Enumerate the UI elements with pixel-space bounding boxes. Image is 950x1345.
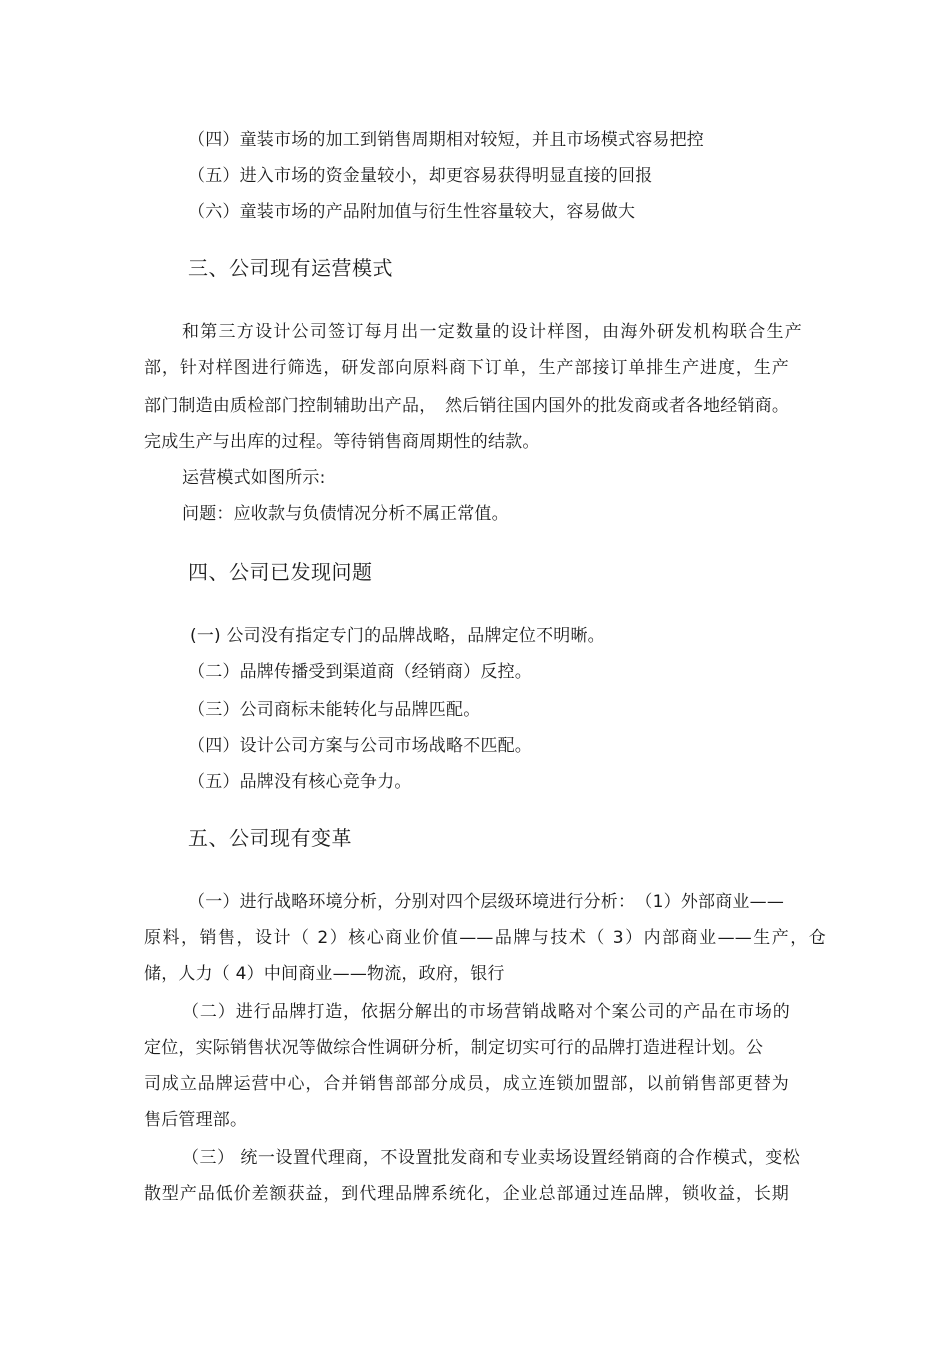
section-heading-3: 三、公司现有运营模式 [188, 256, 393, 280]
list-item-4-3: （三）公司商标未能转化与品牌匹配。 [188, 700, 481, 720]
operation-mode-note: 运营模式如图所示: [182, 468, 326, 488]
list-item-4-4: （四）设计公司方案与公司市场战略不匹配。 [188, 736, 532, 756]
paragraph-line: 司成立品牌运营中心，合并销售部部分成员，成立连锁加盟部，以前销售部更替为 [144, 1074, 789, 1094]
problem-note: 问题：应收款与负债情况分析不属正常值。 [182, 504, 509, 524]
paragraph-line: 原料，销售，设计（ 2）核心商业价值——品牌与技术（ 3）内部商业——生产，仓 [144, 928, 826, 948]
list-item-4-5: （五）品牌没有核心竞争力。 [188, 772, 412, 792]
paragraph-line: 售后管理部。 [144, 1110, 248, 1130]
section-heading-5: 五、公司现有变革 [188, 826, 352, 850]
paragraph-line: 定位，实际销售状况等做综合性调研分析，制定切实可行的品牌打造进程计划。公 [144, 1038, 764, 1058]
list-item-2-5: （五）进入市场的资金量较小，却更容易获得明显直接的回报 [188, 166, 653, 186]
paragraph-line: （一）进行战略环境分析，分别对四个层级环境进行分析： （1）外部商业—— [188, 892, 785, 912]
paragraph-line: 和第三方设计公司签订每月出一定数量的设计样图，由海外研发机构联合生产 [182, 322, 802, 342]
list-item-2-6: （六）童装市场的产品附加值与衍生性容量较大，容易做大 [188, 202, 636, 222]
paragraph-line: （二）进行品牌打造，依据分解出的市场营销战略对个案公司的产品在市场的 [182, 1002, 790, 1022]
paragraph-line: 完成生产与出库的过程。等待销售商周期性的结款。 [144, 432, 540, 452]
list-item-4-1: (一) 公司没有指定专门的品牌战略，品牌定位不明晰。 [190, 626, 605, 646]
paragraph-line: （三） 统一设置代理商，不设置批发商和专业卖场设置经销商的合作模式，变松 [182, 1148, 800, 1168]
paragraph-line: 部，针对样图进行筛选，研发部向原料商下订单，生产部接订单排生产进度，生产 [144, 358, 789, 378]
paragraph-line: 储，人力（ 4）中间商业——物流，政府，银行 [144, 964, 505, 984]
list-item-4-2: （二）品牌传播受到渠道商（经销商）反控。 [188, 662, 532, 682]
paragraph-line: 散型产品低价差额获益，到代理品牌系统化，企业总部通过连品牌，锁收益，长期 [144, 1184, 789, 1204]
section-heading-4: 四、公司已发现问题 [188, 560, 373, 584]
paragraph-line: 部门制造由质检部门控制辅助出产品， 然后销往国内国外的批发商或者各地经销商。 [144, 396, 790, 416]
list-item-2-4: （四）童装市场的加工到销售周期相对较短，并且市场模式容易把控 [188, 130, 704, 150]
